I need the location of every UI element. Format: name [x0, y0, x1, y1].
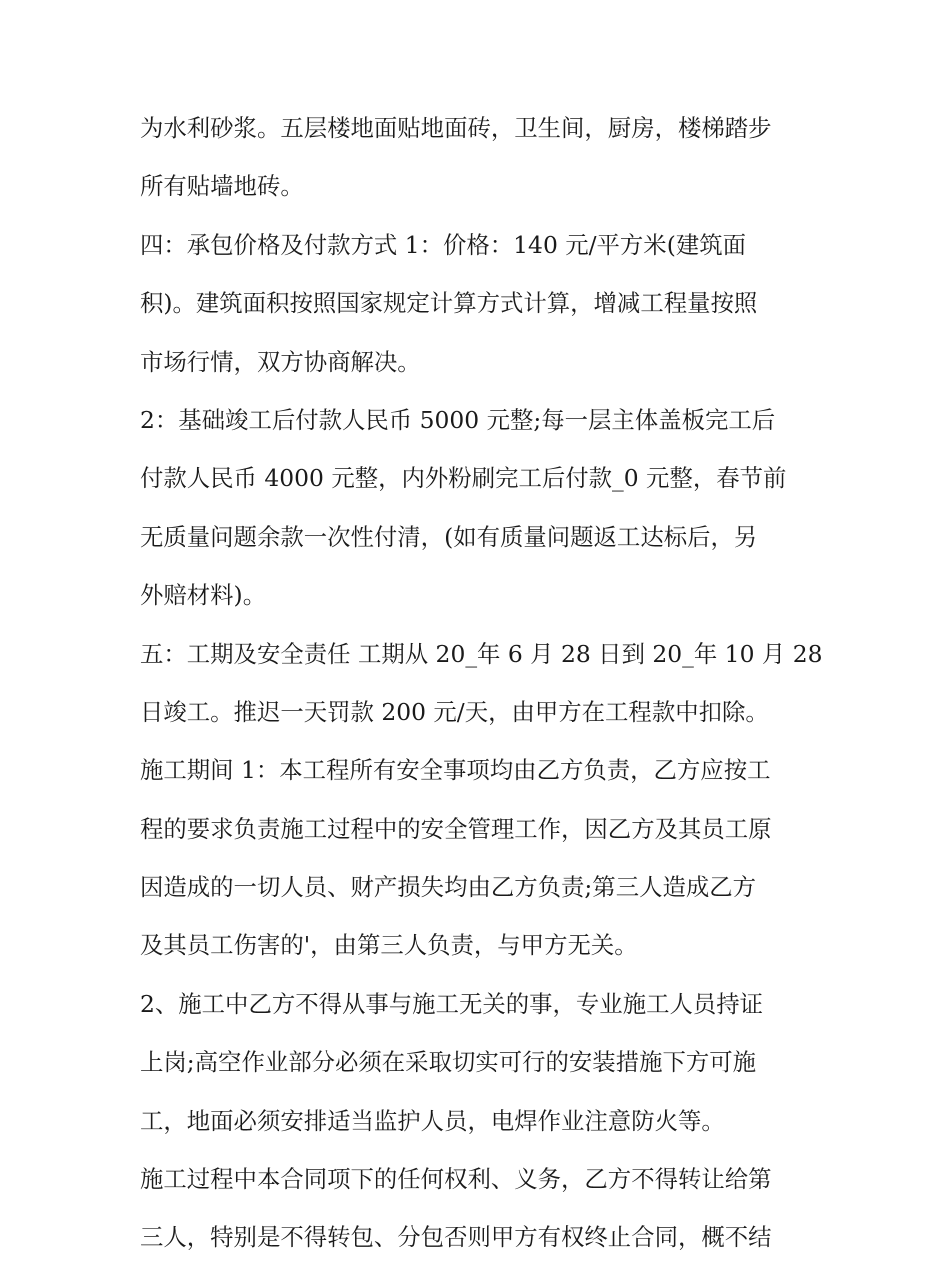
text-line: 积)。建筑面积按照国家规定计算方式计算，增减工程量按照 [140, 289, 758, 318]
text-line: 及其员工伤害的'，由第三人负责，与甲方无关。 [140, 931, 638, 960]
text-line: 施工过程中本合同项下的任何权利、义务，乙方不得转让给第 [140, 1165, 772, 1194]
text-line: 所有贴墙地砖。 [140, 172, 304, 201]
document-page [140, 99, 830, 1267]
text-line: 五：工期及安全责任 工期从 20_年 6 月 28 日到 20_年 10 月 28 [140, 639, 823, 668]
text-line: 2、施工中乙方不得从事与施工无关的事，专业施工人员持证 [140, 989, 764, 1018]
text-line: 外赔材料)。 [140, 581, 267, 610]
text-line: 三人，特别是不得转包、分包否则甲方有权终止合同，概不结 [140, 1223, 772, 1252]
text-line: 程的要求负责施工过程中的安全管理工作，因乙方及其员工原 [140, 814, 772, 843]
text-line: 付款人民币 4000 元整，内外粉刷完工后付款_0 元整，春节前 [140, 464, 787, 493]
text-line: 工，地面必须安排适当监护人员，电焊作业注意防火等。 [140, 1106, 725, 1135]
text-line: 无质量问题余款一次性付清，(如有质量问题返工达标后，另 [140, 522, 758, 551]
text-line: 因造成的一切人员、财产损失均由乙方负责;第三人造成乙方 [140, 873, 757, 902]
text-line: 为水利砂浆。五层楼地面贴地面砖，卫生间，厨房，楼梯踏步 [140, 114, 772, 142]
text-line: 2：基础竣工后付款人民币 5000 元整;每一层主体盖板完工后 [140, 405, 776, 434]
text-line: 日竣工。推迟一天罚款 200 元/天，由甲方在工程款中扣除。 [140, 697, 769, 726]
text-line: 市场行情，双方协商解决。 [140, 347, 421, 376]
text-line: 施工期间 1：本工程所有安全事项均由乙方负责，乙方应按工 [140, 756, 771, 785]
text-line: 上岗;高空作业部分必须在采取切实可行的安装措施下方可施 [140, 1048, 757, 1077]
text-line: 四：承包价格及付款方式 1：价格：140 元/平方米(建筑面 [140, 230, 746, 259]
